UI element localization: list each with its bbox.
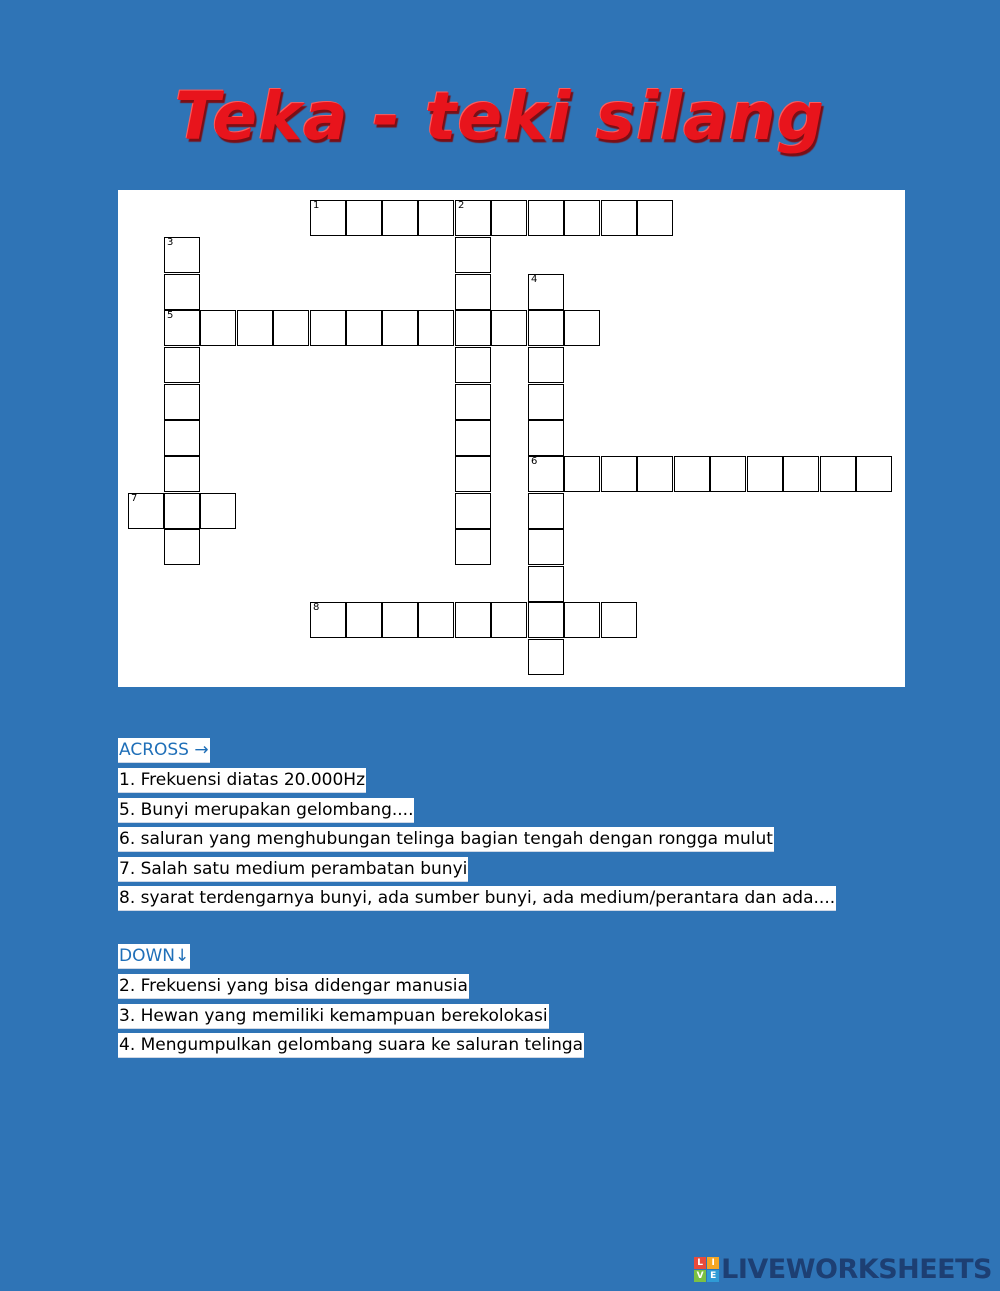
clue-number: 4 (531, 274, 538, 285)
grid-cell[interactable] (528, 529, 564, 565)
grid-cell[interactable] (601, 602, 637, 638)
grid-cell[interactable] (346, 310, 382, 346)
grid-cell[interactable] (455, 420, 491, 456)
down-clue: 3. Hewan yang memiliki kemampuan berekolokasi (118, 1004, 549, 1029)
grid-cell[interactable] (346, 602, 382, 638)
liveworksheets-logo (694, 1254, 992, 1285)
grid-cell[interactable] (856, 456, 892, 492)
clue-number: 2 (458, 200, 465, 211)
clue-number: 5 (167, 310, 174, 321)
grid-cell[interactable] (564, 602, 600, 638)
grid-cell[interactable] (820, 456, 856, 492)
grid-cell[interactable] (637, 456, 673, 492)
across-clue: 5. Bunyi merupakan gelombang.... (118, 798, 414, 823)
logo-letter: L (694, 1257, 706, 1269)
grid-cell[interactable] (200, 310, 236, 346)
grid-cell[interactable] (200, 493, 236, 529)
grid-cell[interactable] (382, 310, 418, 346)
grid-cell[interactable] (382, 200, 418, 236)
grid-cell[interactable] (601, 456, 637, 492)
grid-cell[interactable] (564, 310, 600, 346)
grid-cell[interactable] (710, 456, 746, 492)
across-clue: 7. Salah satu medium perambatan bunyi (118, 857, 468, 882)
grid-cell[interactable] (528, 493, 564, 529)
grid-cell[interactable] (346, 200, 382, 236)
grid-cell[interactable] (528, 602, 564, 638)
grid-cell[interactable] (455, 493, 491, 529)
grid-cell[interactable] (455, 274, 491, 310)
grid-cell[interactable] (418, 310, 454, 346)
grid-cell[interactable] (564, 456, 600, 492)
grid-cell[interactable] (164, 310, 200, 346)
grid-cell[interactable] (164, 456, 200, 492)
logo-letter: I (707, 1257, 719, 1269)
grid-cell[interactable] (164, 493, 200, 529)
grid-cell[interactable] (455, 200, 491, 236)
down-clue: 2. Frekuensi yang bisa didengar manusia (118, 974, 469, 999)
across-clue: 6. saluran yang menghubungan telinga bagian tengah dengan rongga mulut (118, 827, 774, 852)
crossword-grid (118, 190, 905, 687)
grid-cell[interactable] (164, 529, 200, 565)
grid-cell[interactable] (528, 347, 564, 383)
grid-cell[interactable] (601, 200, 637, 236)
grid-cell[interactable] (528, 639, 564, 675)
clue-number: 8 (313, 602, 320, 613)
grid-cell[interactable] (164, 384, 200, 420)
grid-cell[interactable] (491, 200, 527, 236)
grid-cell[interactable] (491, 602, 527, 638)
grid-cell[interactable] (528, 456, 564, 492)
grid-cell[interactable] (674, 456, 710, 492)
grid-cell[interactable] (455, 347, 491, 383)
grid-cell[interactable] (418, 200, 454, 236)
worksheet-title: Teka - teki silang (174, 78, 826, 155)
grid-cell[interactable] (418, 602, 454, 638)
grid-cell[interactable] (310, 310, 346, 346)
grid-cell[interactable] (783, 456, 819, 492)
grid-cell[interactable] (237, 310, 273, 346)
grid-cell[interactable] (637, 200, 673, 236)
clue-number: 6 (531, 456, 538, 467)
brand-name: LIVEWORKSHEETS (721, 1254, 992, 1285)
grid-cell[interactable] (455, 310, 491, 346)
clue-number: 1 (313, 200, 320, 211)
grid-cell[interactable] (528, 200, 564, 236)
clue-number: 3 (167, 237, 174, 248)
down-clue: 4. Mengumpulkan gelombang suara ke saluran telinga (118, 1033, 584, 1058)
grid-cell[interactable] (128, 493, 164, 529)
grid-cell[interactable] (528, 566, 564, 602)
clue-number: 7 (131, 493, 138, 504)
logo-letter: E (707, 1270, 719, 1282)
across-clue: 8. syarat terdengarnya bunyi, ada sumber bunyi, ada medium/perantara dan ada.... (118, 886, 836, 911)
grid-cell[interactable] (310, 602, 346, 638)
grid-cell[interactable] (455, 384, 491, 420)
grid-cell[interactable] (273, 310, 309, 346)
live-logo-icon (694, 1257, 719, 1282)
grid-cell[interactable] (528, 420, 564, 456)
grid-cell[interactable] (455, 456, 491, 492)
logo-letter: V (694, 1270, 706, 1282)
grid-cell[interactable] (528, 310, 564, 346)
across-clue: 1. Frekuensi diatas 20.000Hz (118, 768, 366, 793)
grid-cell[interactable] (747, 456, 783, 492)
grid-cell[interactable] (528, 384, 564, 420)
grid-cell[interactable] (455, 602, 491, 638)
grid-cell[interactable] (491, 310, 527, 346)
grid-cell[interactable] (455, 237, 491, 273)
grid-cell[interactable] (528, 274, 564, 310)
grid-cell[interactable] (164, 420, 200, 456)
grid-cell[interactable] (564, 200, 600, 236)
across-heading: ACROSS → (118, 738, 210, 763)
grid-cell[interactable] (382, 602, 418, 638)
grid-cell[interactable] (455, 529, 491, 565)
grid-cell[interactable] (310, 200, 346, 236)
down-heading: DOWN↓ (118, 944, 190, 969)
grid-cell[interactable] (164, 274, 200, 310)
grid-cell[interactable] (164, 347, 200, 383)
grid-cell[interactable] (164, 237, 200, 273)
